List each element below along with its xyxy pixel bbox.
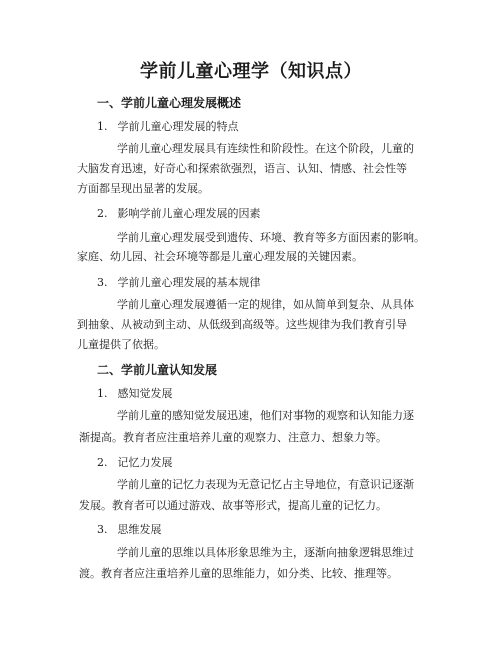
- paragraph-line: 儿童提供了依据。: [77, 338, 165, 351]
- subsection-number: 1.: [97, 387, 108, 400]
- paragraph-line: 渐提高。教育者应注重培养儿童的观察力、注意力、想象力等。: [79, 431, 387, 444]
- subsection-heading-1-2: [97, 206, 261, 221]
- subsection-heading-2-3: [97, 522, 162, 537]
- paragraph-line: 学前儿童心理发展具有连续性和阶段性。在这个阶段，儿童的: [117, 142, 414, 155]
- paragraph-line: 学前儿童的记忆力表现为无意记忆占主导地位，有意识记逐渐: [117, 478, 414, 491]
- subsection-heading-2-1: [97, 386, 173, 401]
- subsection-heading-1-1: [97, 119, 239, 134]
- subsection-number: 3.: [97, 276, 108, 289]
- subsection-title: 学前儿童心理发展的基本规律: [117, 276, 261, 289]
- paragraph-line: 学前儿童心理发展遵循一定的规律，如从简单到复杂、从具体: [117, 298, 414, 311]
- subsection-title: 感知觉发展: [117, 387, 173, 400]
- subsection-title: 记忆力发展: [117, 456, 173, 469]
- paragraph-line: 大脑发育迅速，好奇心和探索欲强烈，语言、认知、情感、社会性等: [77, 162, 407, 175]
- paragraph-line: 学前儿童的思维以具体形象思维为主，逐渐向抽象逻辑思维过: [117, 546, 414, 559]
- subsection-heading-1-3: [97, 275, 261, 290]
- paragraph-line: 学前儿童心理发展受到遗传、环境、教育等多方面因素的影响。: [117, 231, 425, 244]
- paragraph-line: 方面都呈现出显著的发展。: [77, 182, 209, 195]
- subsection-heading-2-2: [97, 455, 173, 470]
- paragraph-line: 渡。教育者应注重培养儿童的思维能力，如分类、比较、推理等。: [79, 567, 398, 580]
- subsection-title: 学前儿童心理发展的特点: [117, 120, 239, 133]
- subsection-number: 2.: [97, 456, 108, 469]
- document-title: 学前儿童心理学（知识点）: [140, 61, 362, 82]
- subsection-title: 影响学前儿童心理发展的因素: [117, 207, 261, 220]
- section-heading-2: 二、学前儿童认知发展: [97, 363, 218, 377]
- subsection-title: 思维发展: [117, 523, 162, 536]
- paragraph-line: 发展。教育者可以通过游戏、故事等形式，提高儿童的记忆力。: [79, 499, 387, 512]
- subsection-number: 1.: [97, 120, 108, 133]
- section-heading-1: 一、学前儿童心理发展概述: [97, 96, 242, 110]
- subsection-number: 3.: [97, 523, 108, 536]
- paragraph-line: 学前儿童的感知觉发展迅速，他们对事物的观察和认知能力逐: [117, 409, 414, 422]
- subsection-number: 2.: [97, 207, 108, 220]
- paragraph-line: 到抽象、从被动到主动、从低级到高级等。这些规律为我们教育引导: [77, 318, 407, 331]
- paragraph-line: 家庭、幼儿园、社会环境等都是儿童心理发展的关键因素。: [77, 250, 363, 263]
